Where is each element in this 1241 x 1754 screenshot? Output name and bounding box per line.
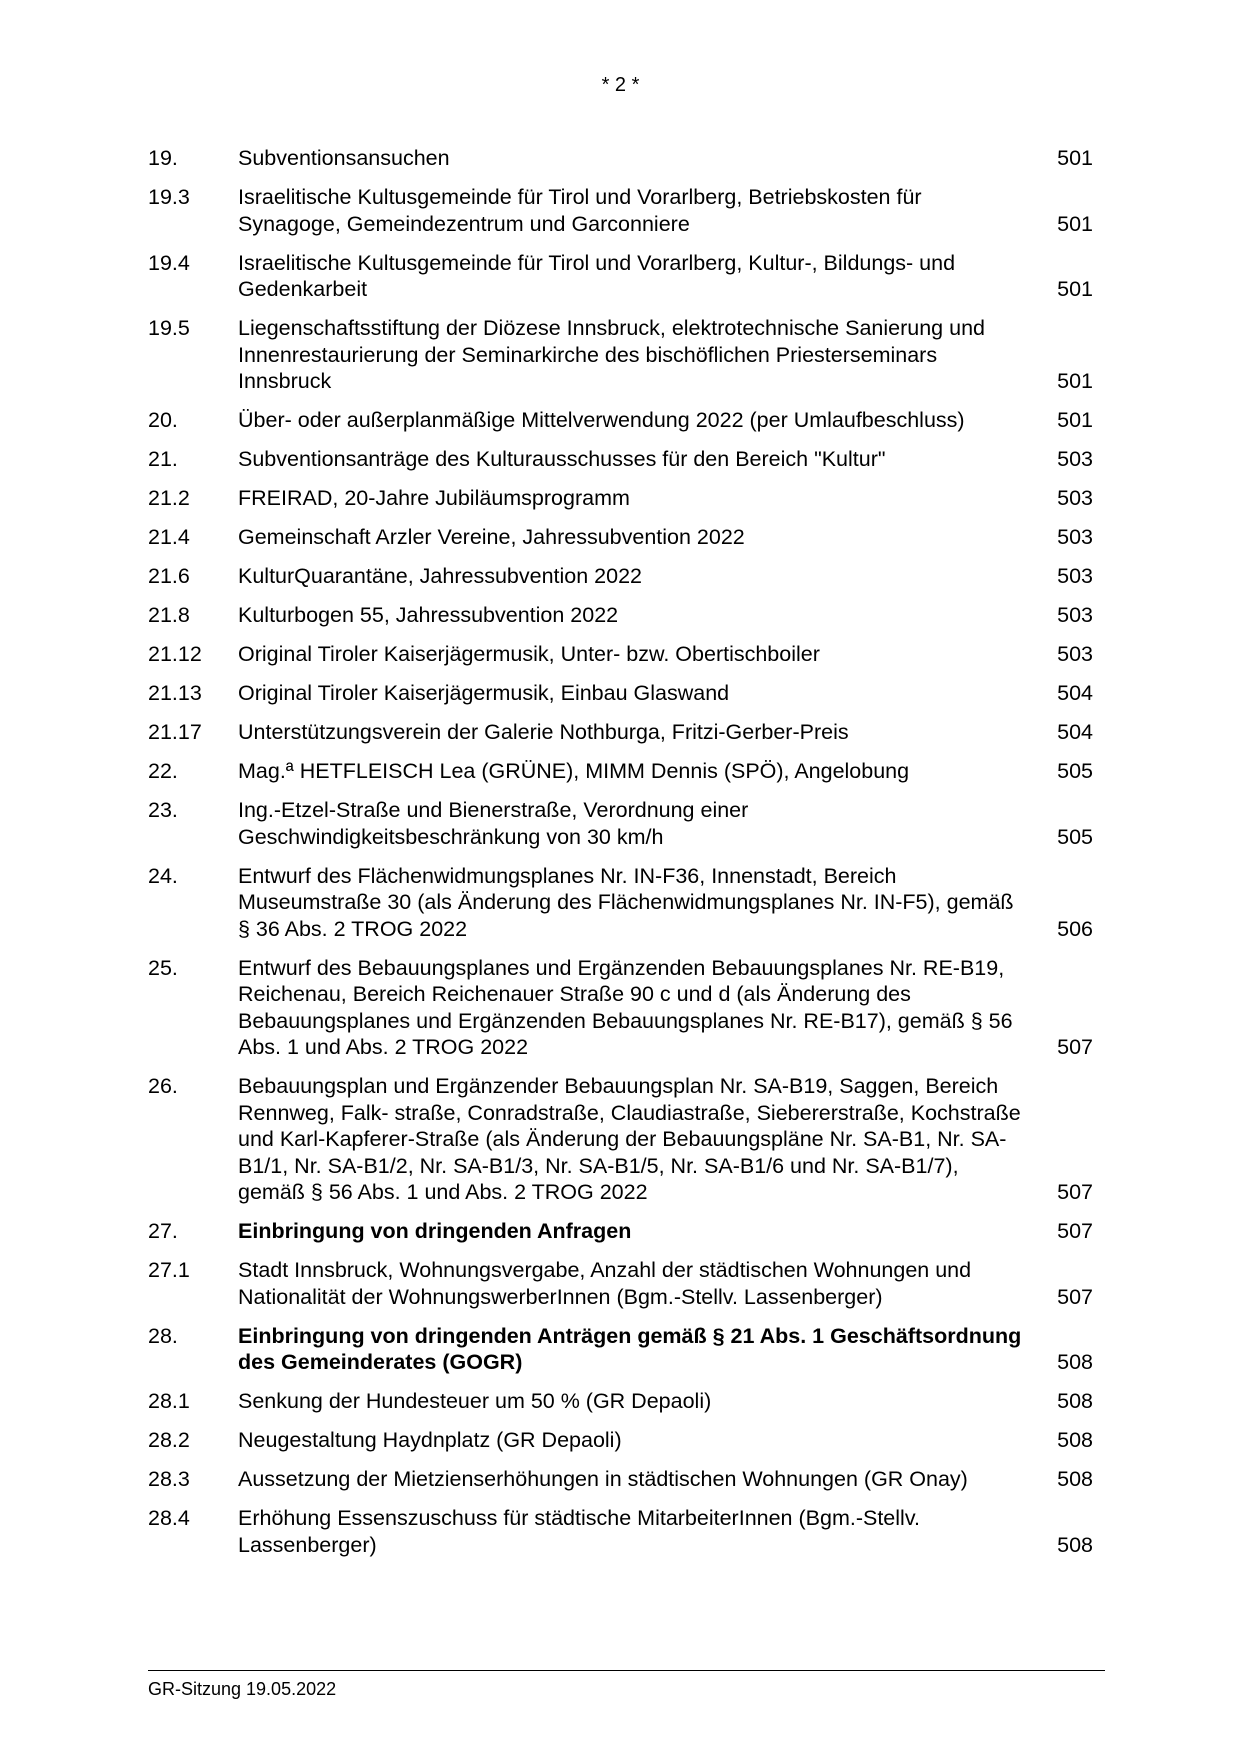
footer-divider — [148, 1670, 1105, 1671]
toc-entry — [148, 1218, 1093, 1245]
entry-number: 21. — [148, 447, 178, 471]
entry-number: 19.3 — [148, 185, 190, 209]
toc-entry — [148, 485, 1093, 512]
toc-entry — [148, 863, 1093, 943]
toc-entry — [148, 1388, 1093, 1415]
entry-number: 28.3 — [148, 1467, 190, 1491]
entry-title: Ing.-Etzel-Straße und Bienerstraße, Verordnung einer Geschwindigkeitsbeschränkung von 30 km/h — [238, 798, 749, 849]
entry-page: 507 — [1057, 1284, 1093, 1309]
entry-page: 508 — [1057, 1467, 1093, 1491]
toc-entry — [148, 145, 1093, 172]
entry-page: 503 — [1057, 564, 1093, 588]
toc-entry — [148, 315, 1093, 395]
entry-page: 508 — [1057, 1532, 1093, 1557]
entry-title: Kulturbogen 55, Jahressubvention 2022 — [238, 603, 619, 627]
entry-page: 501 — [1057, 408, 1093, 432]
entry-number: 28.4 — [148, 1506, 190, 1530]
entry-number: 21.4 — [148, 525, 190, 549]
toc-entry — [148, 1323, 1093, 1376]
entry-number: 21.12 — [148, 642, 202, 666]
toc-entry — [148, 602, 1093, 629]
entry-number: 22. — [148, 759, 178, 783]
toc-entry — [148, 184, 1093, 237]
toc-entry — [148, 719, 1093, 746]
toc-entry — [148, 641, 1093, 668]
toc-entry — [148, 1505, 1093, 1558]
entry-title: Unterstützungsverein der Galerie Nothburga, Fritzi-Gerber-Preis — [238, 720, 849, 744]
entry-page: 504 — [1057, 681, 1093, 705]
entry-page: 501 — [1057, 369, 1093, 393]
entry-number: 21.17 — [148, 720, 202, 744]
entry-title: Mag.ª HETFLEISCH Lea (GRÜNE), MIMM Dennis (SPÖ), Angelobung — [238, 759, 910, 783]
entry-page: 503 — [1057, 642, 1093, 666]
entry-title: Original Tiroler Kaiserjägermusik, Unter- bzw. Obertischboiler — [238, 642, 820, 666]
entry-title: Entwurf des Bebauungsplanes und Ergänzenden Bebauungsplanes Nr. RE-B19, Reichenau, Bereich Reichenauer Straße 90 c und d (als Änderung des Bebauungsplanes und Ergänzenden Bebauungsplanes Nr. RE-B17), gemäß § 56 Abs. 1 und Abs. 2 TROG 2022 — [238, 955, 1013, 1059]
entry-number: 25. — [148, 955, 178, 980]
toc-entry — [148, 955, 1093, 1061]
entry-page: 506 — [1057, 916, 1093, 941]
entry-title: Entwurf des Flächenwidmungsplanes Nr. IN-F36, Innenstadt, Bereich Museumstraße 30 (als Änderung des Flächenwidmungsplanes Nr. IN-F5), gemäß § 36 Abs. 2 TROG 2022 — [238, 863, 1014, 941]
toc-entry — [148, 524, 1093, 551]
entry-number: 27. — [148, 1219, 178, 1243]
entry-title: Original Tiroler Kaiserjägermusik, Einbau Glaswand — [238, 681, 730, 705]
entry-page: 507 — [1057, 1035, 1093, 1059]
entry-number: 21.8 — [148, 603, 190, 627]
table-of-contents — [148, 145, 1093, 1571]
entry-number: 19. — [148, 146, 178, 170]
entry-title: Liegenschaftsstiftung der Diözese Innsbruck, elektrotechnische Sanierung und Innenrestaurierung der Seminarkirche des bischöflichen Priesterseminars Innsbruck — [238, 316, 985, 393]
entry-page: 508 — [1057, 1350, 1093, 1374]
entry-title: Israelitische Kultusgemeinde für Tirol und Vorarlberg, Betriebskosten für Synagoge, Gemeindezentrum und Garconniere — [238, 185, 922, 236]
entry-title: Subventionsanträge des Kulturausschusses für den Bereich "Kultur" — [238, 447, 886, 471]
page-number: * 2 * — [601, 74, 640, 96]
entry-page: 504 — [1057, 720, 1093, 744]
entry-number: 19.4 — [148, 250, 190, 275]
entry-page: 508 — [1057, 1389, 1093, 1413]
entry-title: Bebauungsplan und Ergänzender Bebauungsplan Nr. SA-B19, Saggen, Bereich Rennweg, Falk- straße, Conradstraße, Claudiastraße, Siebererstraße, Kochstraße und Karl-Kapferer-Straße (als Änderung der Bebauungspläne Nr. SA-B1, Nr. SA-B1/1, Nr. SA-B1/2, Nr. SA-B1/3, Nr. SA-B1/5, Nr. SA-B1/6 und Nr. SA-B1/7), gemäß § 56 Abs. 1 und Abs. 2 TROG 2022 — [238, 1074, 1021, 1204]
entry-page: 501 — [1057, 146, 1093, 170]
entry-page: 505 — [1057, 824, 1093, 849]
toc-entry — [148, 1427, 1093, 1454]
entry-title: Neugestaltung Haydnplatz (GR Depaoli) — [238, 1428, 622, 1452]
entry-title: Israelitische Kultusgemeinde für Tirol und Vorarlberg, Kultur-, Bildungs- und Gedenkarbeit — [238, 250, 956, 301]
toc-entry — [148, 250, 1093, 303]
entry-title: Gemeinschaft Arzler Vereine, Jahressubvention 2022 — [238, 525, 745, 549]
entry-number: 24. — [148, 863, 178, 888]
toc-entry — [148, 1073, 1093, 1206]
entry-title: Einbringung von dringenden Anfragen — [238, 1219, 632, 1243]
entry-number: 21.2 — [148, 486, 190, 510]
toc-entry — [148, 1257, 1093, 1310]
entry-number: 28.2 — [148, 1428, 190, 1452]
entry-title: Einbringung von dringenden Anträgen gemäß § 21 Abs. 1 Geschäftsordnung des Gemeinderates (GOGR) — [238, 1323, 1022, 1374]
toc-entry — [148, 1466, 1093, 1493]
entry-page: 505 — [1057, 759, 1093, 783]
entry-page: 507 — [1057, 1219, 1093, 1243]
entry-page: 508 — [1057, 1428, 1093, 1452]
entry-page: 501 — [1057, 277, 1093, 301]
entry-number: 28. — [148, 1323, 178, 1348]
entry-title: Stadt Innsbruck, Wohnungsvergabe, Anzahl der städtischen Wohnungen und Nationalität der WohnungswerberInnen (Bgm.-Stellv. Lassenberger) — [238, 1258, 972, 1309]
entry-page: 507 — [1057, 1180, 1093, 1204]
entry-title: Erhöhung Essenszuschuss für städtische MitarbeiterInnen (Bgm.-Stellv. Lassenberger) — [238, 1506, 920, 1557]
entry-page: 503 — [1057, 603, 1093, 627]
entry-page: 503 — [1057, 447, 1093, 471]
toc-entry — [148, 680, 1093, 707]
entry-number: 21.13 — [148, 681, 202, 705]
entry-title: Über- oder außerplanmäßige Mittelverwendung 2022 (per Umlaufbeschluss) — [238, 408, 965, 432]
toc-entry — [148, 758, 1093, 785]
toc-entry — [148, 407, 1093, 434]
toc-entry — [148, 563, 1093, 590]
entry-title: Aussetzung der Mietzienserhöhungen in städtischen Wohnungen (GR Onay) — [238, 1467, 968, 1491]
entry-title: FREIRAD, 20-Jahre Jubiläumsprogramm — [238, 486, 630, 510]
entry-title: Senkung der Hundesteuer um 50 % (GR Depaoli) — [238, 1389, 712, 1413]
entry-title: KulturQuarantäne, Jahressubvention 2022 — [238, 564, 642, 588]
entry-number: 20. — [148, 408, 178, 432]
entry-number: 28.1 — [148, 1389, 190, 1413]
entry-page: 503 — [1057, 486, 1093, 510]
entry-number: 27.1 — [148, 1258, 190, 1282]
entry-number: 26. — [148, 1074, 178, 1098]
entry-page: 501 — [1057, 211, 1093, 236]
entry-number: 23. — [148, 798, 178, 822]
toc-entry — [148, 446, 1093, 473]
toc-entry — [148, 797, 1093, 850]
footer-text: GR-Sitzung 19.05.2022 — [148, 1679, 337, 1699]
entry-page: 503 — [1057, 525, 1093, 549]
entry-title: Subventionsansuchen — [238, 146, 450, 170]
entry-number: 19.5 — [148, 316, 190, 340]
entry-number: 21.6 — [148, 564, 190, 588]
